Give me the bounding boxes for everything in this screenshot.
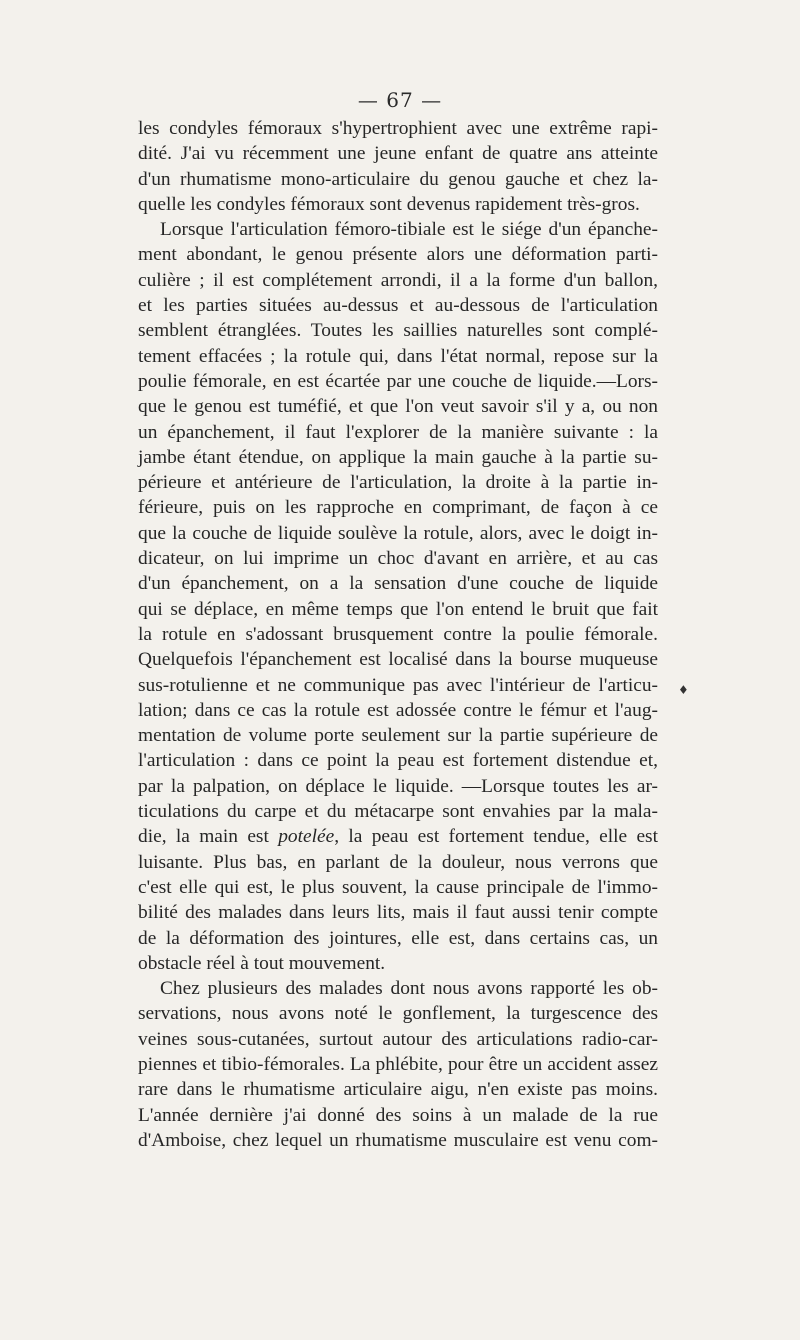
text-line: Lorsque l'articulation fémoro-tibiale est le siége d'un épanche- — [160, 219, 658, 241]
text-line: lation; dans ce cas la rotule est adossée contre le fémur et l'aug- — [138, 699, 658, 721]
text-line: Chez plusieurs des malades dont nous avons rapporté les ob- — [160, 978, 658, 1000]
text-line: dité. J'ai vu récemment une jeune enfant de quatre ans atteinte — [138, 143, 658, 165]
text-segment: die, la main est — [138, 826, 269, 848]
text-line: d'un rhumatisme mono-articulaire du genou gauche et chez la- — [138, 168, 658, 190]
text-line: qui se déplace, en même temps que l'on entend le bruit que fait — [138, 598, 658, 620]
text-line: un épanchement, il faut l'explorer de la manière suivante : la — [138, 421, 658, 443]
text-line: piennes et tibio-fémorales. La phlébite, pour être un accident assez — [138, 1053, 658, 1075]
text-line: l'articulation : dans ce point la peau est fortement distendue et, — [138, 750, 658, 772]
text-line: sus-rotulienne et ne communique pas avec l'intérieur de l'articu- — [138, 674, 658, 696]
text-line: que le genou est tuméfié, et que l'on veut savoir s'il y a, ou non — [138, 396, 658, 418]
text-line: et les parties situées au-dessus et au-dessous de l'articulation — [138, 295, 658, 317]
text-line: obstacle réel à tout mouvement. — [138, 952, 386, 974]
paragraph-2 — [138, 217, 658, 976]
text-line: Quelquefois l'épanchement est localisé dans la bourse muqueuse — [138, 649, 658, 671]
paragraph-3 — [138, 976, 658, 1153]
text-line: d'un épanchement, on a la sensation d'une couche de liquide — [138, 573, 658, 595]
text-line: la rotule en s'adossant brusquement contre la poulie fémorale. — [138, 623, 658, 645]
paragraph-1 — [138, 116, 658, 217]
text-line: périeure et antérieure de l'articulation, la droite à la partie in- — [138, 472, 658, 494]
text-line: quelle les condyles fémoraux sont devenus rapidement très-gros. — [138, 193, 640, 215]
text-line: c'est elle qui est, le plus souvent, la cause principale de l'immo- — [138, 876, 658, 898]
text-line: par la palpation, on déplace le liquide. —Lorsque toutes les ar- — [138, 775, 658, 797]
text-line: jambe étant étendue, on applique la main gauche à la partie su- — [138, 446, 658, 468]
text-line: poulie fémorale, en est écartée par une couche de liquide.—Lors- — [138, 370, 658, 392]
text-line: les condyles fémoraux s'hypertrophient avec une extrême rapi- — [138, 118, 658, 139]
text-line: tement effacées ; la rotule qui, dans l'état normal, repose sur la — [138, 345, 658, 367]
body-text — [138, 116, 658, 1153]
text-line: que la couche de liquide soulève la rotule, alors, avec le doigt in- — [138, 522, 658, 544]
text-line-with-italic — [138, 824, 658, 849]
text-line: rare dans le rhumatisme articulaire aigu, n'en existe pas moins. — [138, 1079, 658, 1101]
text-line: de la déformation des jointures, elle est, dans certains cas, un — [138, 927, 658, 949]
page-number: — 67 — — [357, 88, 443, 112]
italic-word: potelée — [278, 826, 335, 848]
text-line: férieure, puis on les rapproche en comprimant, de façon à ce — [138, 497, 658, 519]
text-line: veines sous-cutanées, surtout autour des articulations radio-car- — [138, 1028, 658, 1050]
text-line: semblent étranglées. Toutes les saillies naturelles sont complé- — [138, 320, 658, 342]
text-line: ment abondant, le genou présente alors une déformation parti- — [138, 244, 658, 266]
text-line: L'année dernière j'ai donné des soins à un malade de la rue — [138, 1104, 658, 1126]
margin-mark-icon: ♦ — [678, 683, 689, 697]
text-segment: , la peau est fortement tendue, elle est — [334, 826, 658, 848]
text-line: dicateur, on lui imprime un choc d'avant en arrière, et au cas — [138, 548, 658, 570]
text-line: culière ; il est complétement arrondi, il a la forme d'un ballon, — [138, 269, 658, 291]
text-line: mentation de volume porte seulement sur la partie supérieure de — [138, 725, 658, 747]
text-line: luisante. Plus bas, en parlant de la douleur, nous verrons que — [138, 851, 658, 873]
text-line: ticulations du carpe et du métacarpe sont envahies par la mala- — [138, 801, 658, 823]
text-line: bilité des malades dans leurs lits, mais il faut aussi tenir compte — [138, 902, 658, 924]
text-line: servations, nous avons noté le gonflement, la turgescence des — [138, 1003, 658, 1025]
text-line: d'Amboise, chez lequel un rhumatisme musculaire est venu com- — [138, 1129, 658, 1151]
